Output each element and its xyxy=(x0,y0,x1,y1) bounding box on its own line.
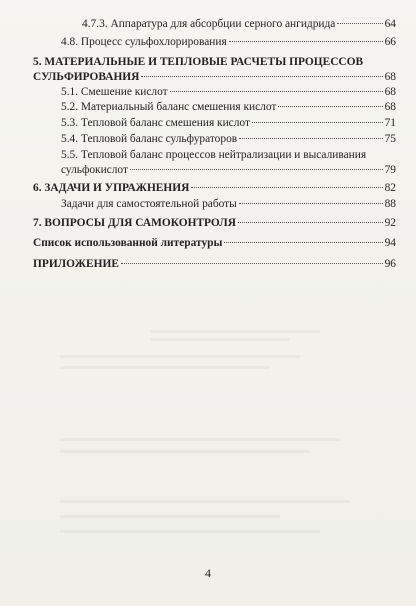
toc-entry-title: 6. ЗАДАЧИ И УПРАЖНЕНИЯ xyxy=(33,182,190,194)
bleed-through-line xyxy=(150,330,320,333)
toc-entry-page: 68 xyxy=(384,101,396,113)
bleed-through-line xyxy=(60,515,280,518)
toc-entry-page: 82 xyxy=(384,182,396,194)
toc-entry-page: 71 xyxy=(384,117,396,129)
toc-entry-page: 79 xyxy=(384,164,396,176)
toc-entry-page: 96 xyxy=(384,258,396,270)
dot-leader xyxy=(278,106,382,107)
bleed-through-line xyxy=(60,450,310,453)
toc-entry-title: ПРИЛОЖЕНИЕ xyxy=(33,258,119,270)
toc-entry-page: 88 xyxy=(384,198,396,210)
page-number: 4 xyxy=(205,566,211,580)
dot-leader xyxy=(337,23,382,24)
toc-entry[interactable] xyxy=(61,132,396,146)
toc-entry[interactable] xyxy=(61,116,396,130)
dot-leader xyxy=(141,76,382,77)
dot-leader xyxy=(252,122,383,123)
dot-leader xyxy=(191,187,382,188)
bleed-through-line xyxy=(60,355,300,358)
toc-entry-title: 5.3. Тепловой баланс смешения кислот xyxy=(61,117,250,129)
toc-entry-page: 66 xyxy=(384,36,396,48)
bleed-through-line xyxy=(60,530,320,533)
toc-entry[interactable] xyxy=(61,163,396,177)
toc-entry-page: 94 xyxy=(384,237,396,249)
bleed-through-line xyxy=(150,338,290,341)
dot-leader xyxy=(224,242,382,243)
bleed-through-line xyxy=(60,366,270,369)
dot-leader xyxy=(239,203,383,204)
toc-entry-title: 5.4. Тепловой баланс сульфураторов xyxy=(61,133,238,145)
dot-leader xyxy=(238,222,383,223)
toc-entry-title: 4.7.3. Аппаратура для абсорбции серного ангидрида xyxy=(82,18,336,30)
toc-entry[interactable] xyxy=(61,85,396,99)
toc-entry[interactable] xyxy=(33,236,396,250)
toc-entry-title: 5.2. Материальный баланс смешения кислот xyxy=(61,101,277,113)
toc-section-title-line: 5. МАТЕРИАЛЬНЫЕ И ТЕПЛОВЫЕ РАСЧЕТЫ ПРОЦЕССОВ xyxy=(33,56,364,68)
dot-leader xyxy=(170,91,383,92)
toc-entry-title: 4.8. Процесс сульфохлорирования xyxy=(61,36,227,48)
toc-entry[interactable] xyxy=(33,216,396,230)
dot-leader xyxy=(239,138,382,139)
toc-entry[interactable] xyxy=(33,257,396,271)
toc-entry[interactable] xyxy=(33,70,396,84)
dot-leader xyxy=(229,41,383,42)
dot-leader xyxy=(130,169,383,170)
toc-entry[interactable] xyxy=(61,35,396,49)
toc-entry-page: 75 xyxy=(384,133,396,145)
toc-entry-title: 5.1. Смешение кислот xyxy=(61,86,168,98)
toc-entry[interactable] xyxy=(61,100,396,114)
toc-entry[interactable] xyxy=(82,17,396,31)
bleed-through-line xyxy=(60,438,340,441)
toc-entry-title: СУЛЬФИРОВАНИЯ xyxy=(33,71,140,83)
toc-entry[interactable] xyxy=(33,181,396,195)
toc-entry-page: 92 xyxy=(384,217,396,229)
toc-entry-page: 64 xyxy=(384,18,396,30)
toc-entry-page: 68 xyxy=(384,86,396,98)
toc-entry-title: 7. ВОПРОСЫ ДЛЯ САМОКОНТРОЛЯ xyxy=(33,217,236,229)
toc-entry-title-line: 5.5. Тепловой баланс процессов нейтрализации и высаливания xyxy=(61,149,367,161)
toc-entry-title: сульфокислот xyxy=(61,164,128,176)
toc-entry-title: Список использованной литературы xyxy=(33,237,223,249)
dot-leader xyxy=(121,263,383,264)
toc-entry[interactable] xyxy=(61,197,396,211)
toc-entry-page: 68 xyxy=(384,71,396,83)
bleed-through-line xyxy=(60,500,350,503)
toc-entry-title: Задачи для самостоятельной работы xyxy=(61,198,237,210)
